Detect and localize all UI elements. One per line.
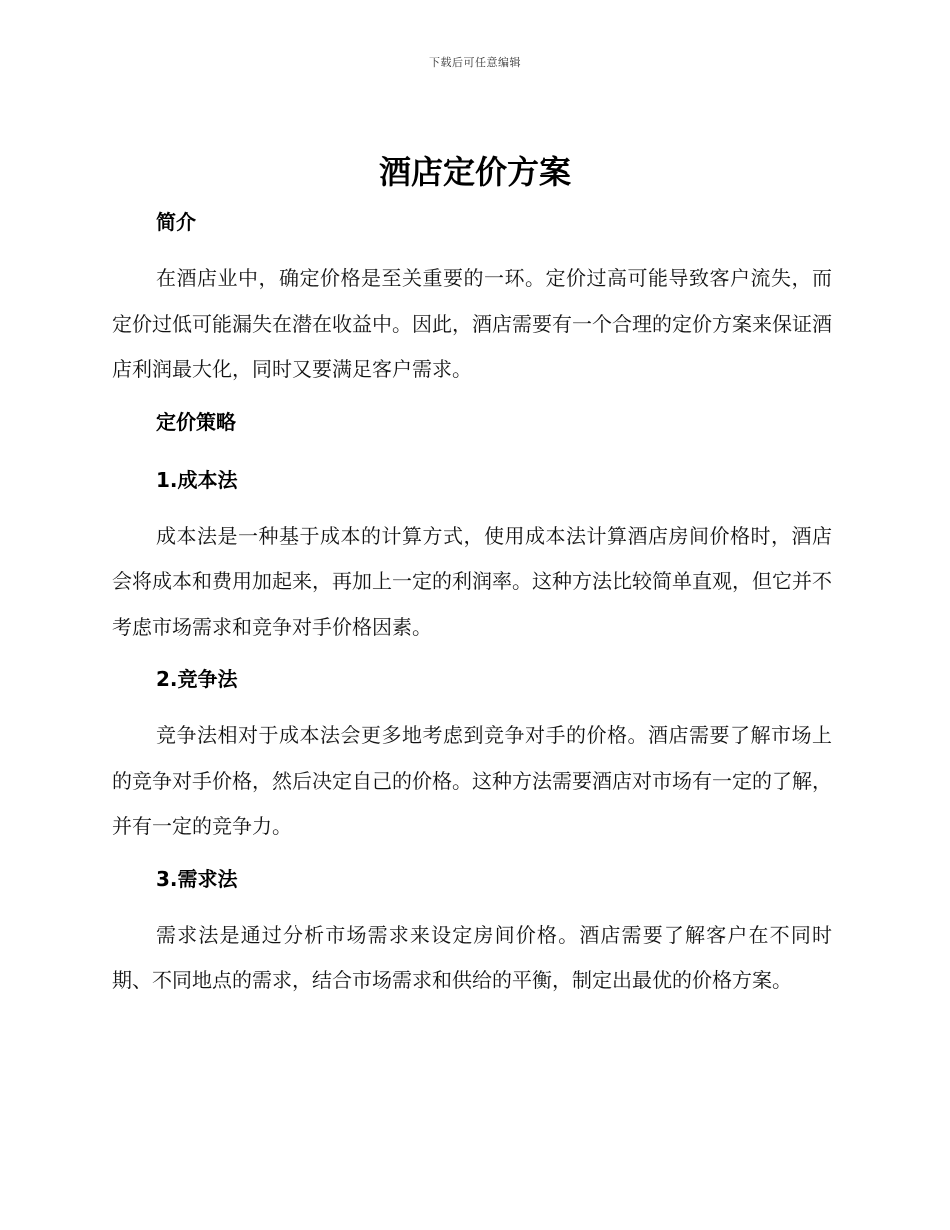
section-paragraph-competition-method: 竞争法相对于成本法会更多地考虑到竞争对手的价格。酒店需要了解市场上的竞争对手价格，然后决定自己的价格。这种方法需要酒店对市场有一定的了解，并有一定的竞争力。 <box>112 723 832 838</box>
section-heading-demand-method: 3.需求法 <box>156 866 238 891</box>
section-heading-intro: 简介 <box>156 210 196 234</box>
section-paragraph-cost-method: 成本法是一种基于成本的计算方式，使用成本法计算酒店房间价格时，酒店会将成本和费用加起来，再加上一定的利润率。这种方法比较简单直观，但它并不考虑市场需求和竞争对手价格因素。 <box>112 523 832 639</box>
section-heading-cost-method: 1.成本法 <box>156 467 238 492</box>
section-heading-pricing-strategy: 定价策略 <box>156 409 236 434</box>
document-title: 酒店定价方案 <box>378 153 571 191</box>
document-body <box>112 202 832 1004</box>
section-heading-competition-method: 2.竞争法 <box>156 667 238 691</box>
section-paragraph-intro: 在酒店业中，确定价格是至关重要的一环。定价过高可能导致客户流失，而定价过低可能漏失在潜在收益中。因此，酒店需要有一个合理的定价方案来保证酒店利润最大化，同时又要满足客户需求。 <box>112 266 832 381</box>
section-paragraph-demand-method: 需求法是通过分析市场需求来设定房间价格。酒店需要了解客户在不同时期、不同地点的需求，结合市场需求和供给的平衡，制定出最优的价格方案。 <box>112 922 832 992</box>
page-header-note: 下载后可任意编辑 <box>429 56 521 69</box>
